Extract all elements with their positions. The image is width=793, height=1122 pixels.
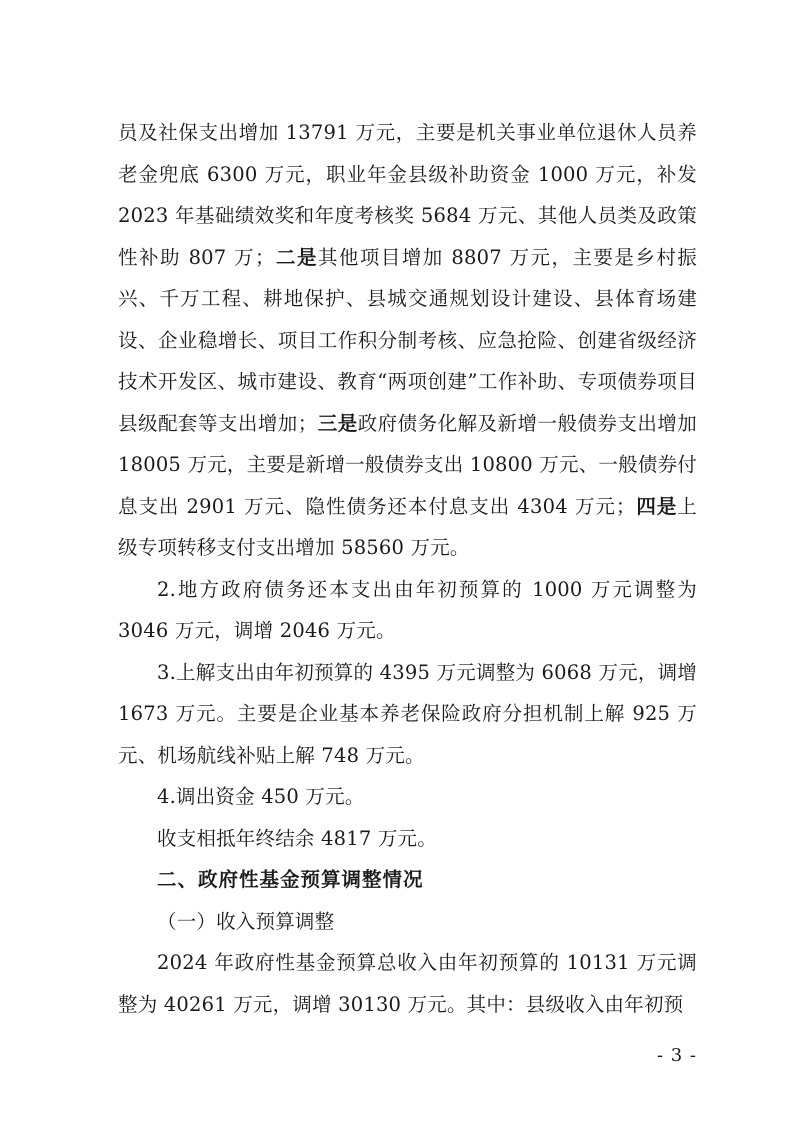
emphasis-run: 四是: [635, 494, 678, 518]
text-run: （一）收入预算调整: [157, 909, 335, 933]
paragraph-transferred-funds: [118, 776, 697, 818]
text-run: 3.上解支出由年初预算的 4395 万元调整为 6068 万元，调增 1673 万元。主要是企业基本养老保险政府分担机制上解 925 万元、机场航线补贴上解 748 万元。: [118, 660, 697, 767]
text-run: 2024 年政府性基金预算总收入由年初预算的 10131 万元调整为 40261 万元，调增 30130 万元。其中：县级收入由年初预: [118, 951, 697, 1016]
text-run: 收支相抵年终结余 4817 万元。: [157, 826, 437, 850]
paragraph-fund-total-revenue: [118, 942, 697, 1025]
paragraph-upward-transfer: [118, 652, 697, 777]
emphasis-run: 三是: [317, 411, 358, 435]
subsection-heading-revenue-adjustment: [118, 901, 697, 943]
paragraph-year-end-balance: [118, 818, 697, 860]
paragraph-local-debt-principal: [118, 569, 697, 652]
page-number: - 3 -: [656, 1045, 697, 1066]
emphasis-run: 二是: [274, 245, 318, 269]
paragraph-continuation: [118, 112, 697, 569]
text-run: 上级专项转移支付支出增加 58560 万元。: [118, 494, 697, 559]
text-run: 2.地方政府债务还本支出由年初预算的 1000 万元调整为 3046 万元，调增 2046 万元。: [118, 577, 697, 642]
document-body: [118, 112, 697, 1025]
text-run: 4.调出资金 450 万元。: [157, 785, 365, 808]
emphasis-run: 二、政府性基金预算调整情况: [157, 868, 424, 891]
text-run: 其他项目增加 8807 万元，主要是乡村振兴、千万工程、耕地保护、县城交通规划设计建设、县体育场建设、企业稳增长、项目工作积分制考核、应急抢险、创建省级经济技术开发区、城市建设、教育“两项创建”工作补助、专项债券项目县级配套等支出增加；: [118, 245, 697, 435]
text-run: 政府债务化解及新增一般债券支出增加 18005 万元，主要是新增一般债券支出 10800 万元、一般债券付息支出 2901 万元、隐性债务还本付息支出 4304 万元；: [118, 411, 697, 518]
text-run: 员及社保支出增加 13791 万元，主要是机关事业单位退休人员养老金兜底 6300 万元，职业年金县级补助资金 1000 万元，补发 2023 年基础绩效奖和年度考核奖 5684 万元、其他人员类及政策性补助 807 万；: [118, 121, 697, 269]
section-heading-fund-budget: [118, 859, 697, 901]
